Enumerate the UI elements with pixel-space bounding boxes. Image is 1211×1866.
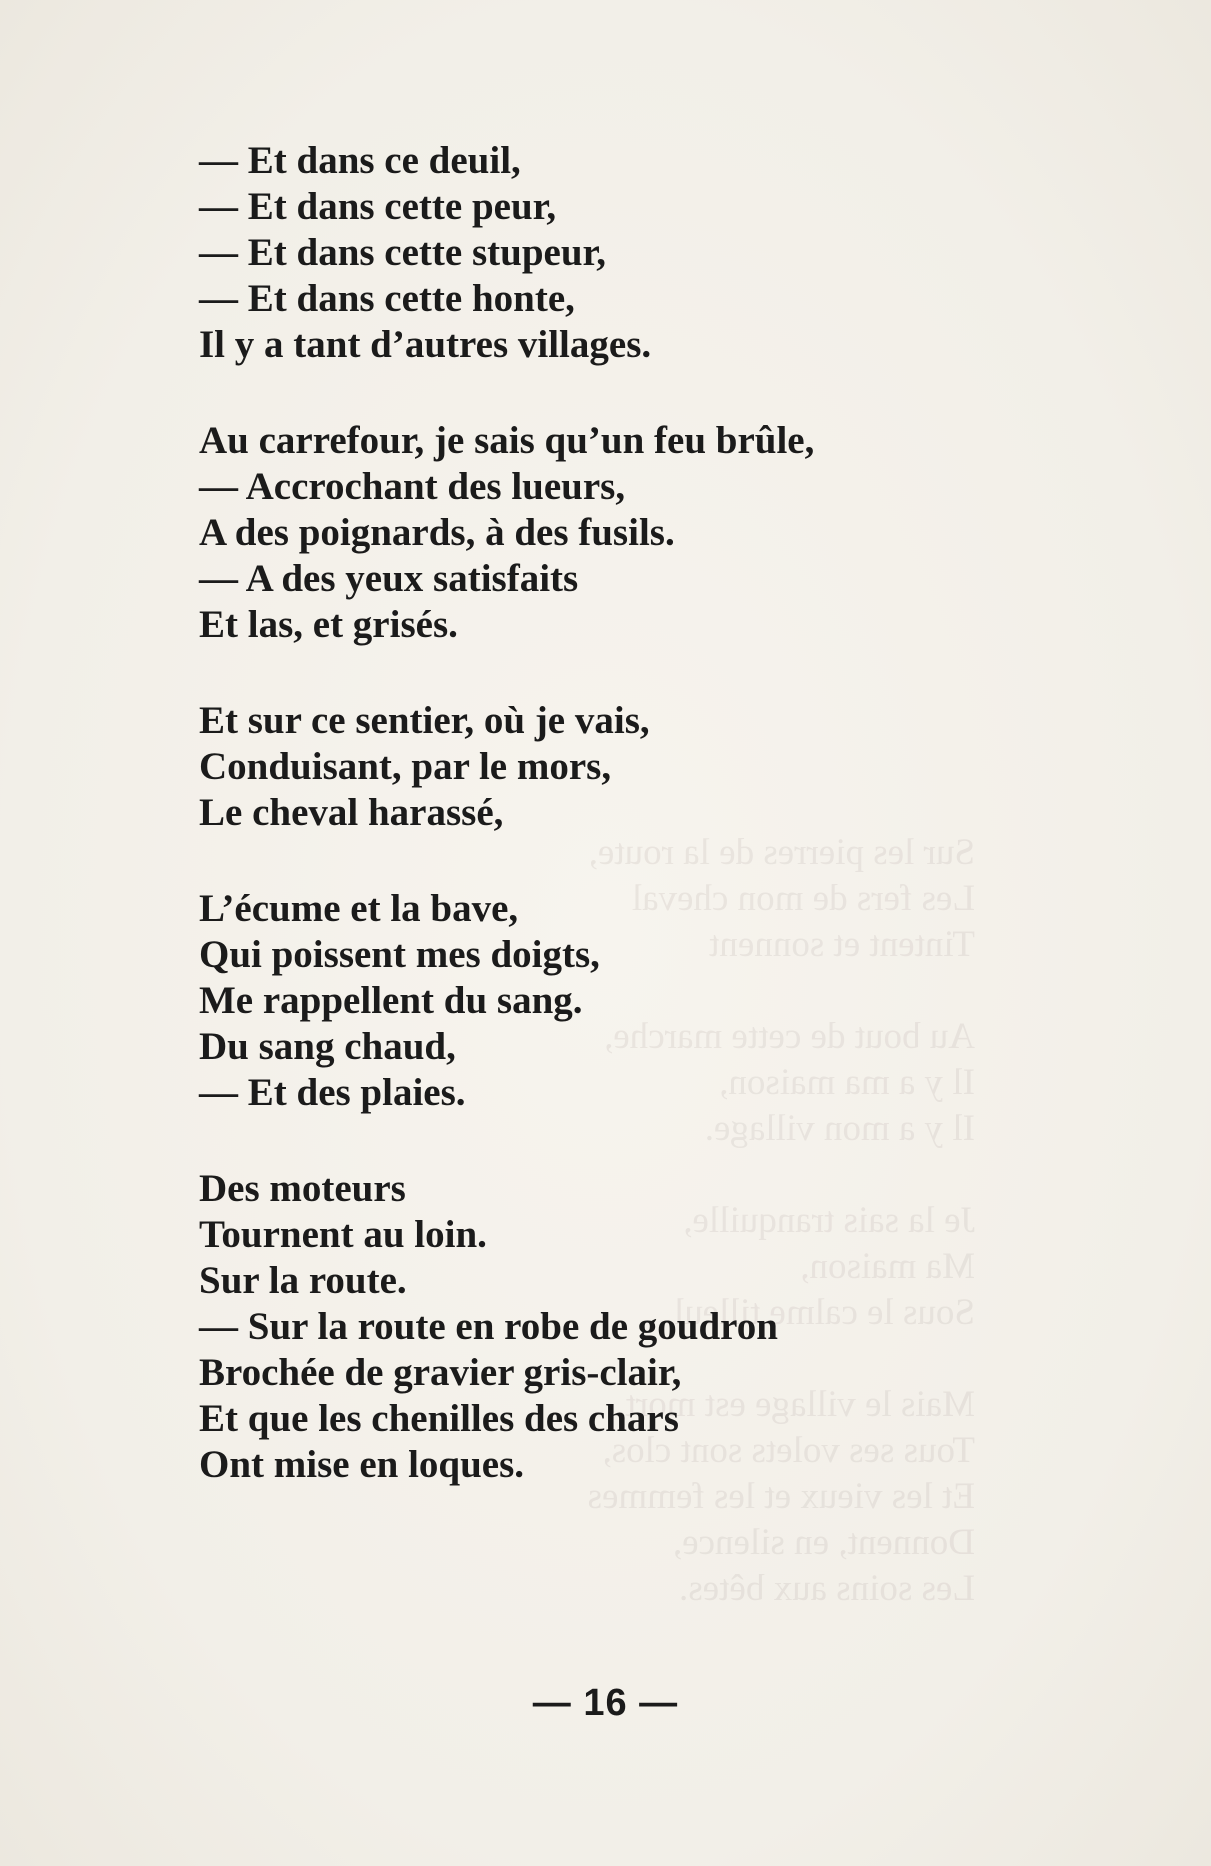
poem-line: Qui poissent mes doigts,	[199, 933, 600, 976]
poem-line: — Accrochant des lueurs,	[199, 465, 626, 508]
stanza	[199, 418, 1099, 648]
poem-line: — Et dans cette honte,	[199, 277, 575, 320]
poem-line: Tournent au loin.	[199, 1213, 487, 1256]
poem-line: Il y a tant d’autres villages.	[199, 323, 652, 366]
poem-line: Sur la route.	[199, 1259, 407, 1302]
poem-line: A des poignards, à des fusils.	[199, 511, 675, 554]
poem-line: — Sur la route en robe de goudron	[199, 1305, 778, 1348]
poem-line: Et las, et grisés.	[199, 603, 458, 646]
poem-line: Au carrefour, je sais qu’un feu brûle,	[199, 419, 815, 462]
poem-line: — Et dans cette peur,	[199, 185, 557, 228]
poem-line: Et sur ce sentier, où je vais,	[199, 699, 650, 742]
poem-line: — A des yeux satisfaits	[199, 557, 579, 600]
stanza	[199, 698, 1099, 836]
stanza	[199, 1166, 1099, 1488]
poem-line: Me rappellent du sang.	[199, 979, 583, 1022]
show-through-text: Sur les pierres de la route, Les fers de mon cheval Tintent et sonnent Au bout de cette marche, Il y a ma maison, Il y a mon village. Je la sais tranquille, Ma maison, Sous le calme tilleul. Mais le village est mort, Tous ses volets sont clos, Et les vieux et les femmes Donnent, en silence, Les soins aux bêtes.	[587, 832, 975, 1609]
stanza	[199, 886, 1099, 1116]
page-number: — 16 —	[532, 1682, 679, 1724]
poem-line: Ont mise en loques.	[199, 1443, 525, 1486]
poem-line: — Et dans ce deuil,	[199, 139, 521, 182]
poem-line: L’écume et la bave,	[199, 887, 519, 930]
poem-line: Conduisant, par le mors,	[199, 745, 612, 788]
poem-line: Du sang chaud,	[199, 1025, 456, 1068]
stanza	[199, 138, 1099, 368]
poem-line: Le cheval harassé,	[199, 791, 504, 834]
poem-body	[199, 138, 1099, 1488]
poem-line: — Et des plaies.	[199, 1071, 466, 1114]
poem-line: Brochée de gravier gris-clair,	[199, 1351, 682, 1394]
poem-line: Des moteurs	[199, 1167, 406, 1210]
poem-line: — Et dans cette stupeur,	[199, 231, 606, 274]
poem-line: Et que les chenilles des chars	[199, 1397, 679, 1440]
